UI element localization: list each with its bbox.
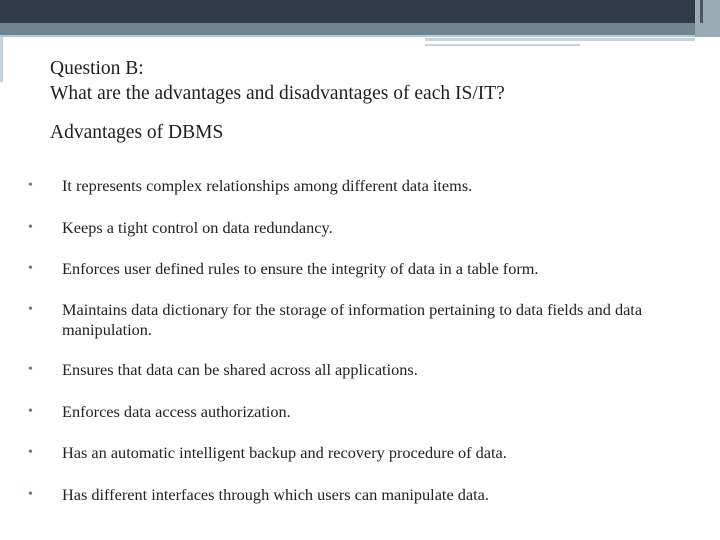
bullet-icon: • (28, 362, 33, 377)
list-item-text: Ensures that data can be shared across all applications. (62, 360, 418, 379)
bullet-icon: • (28, 404, 33, 419)
bullet-icon: • (28, 261, 33, 276)
decorative-line-short (425, 44, 580, 46)
bullet-icon: • (28, 445, 33, 460)
question-label: Question B: (50, 58, 144, 79)
header-bar (0, 0, 720, 23)
bullet-icon: • (28, 178, 33, 193)
bullet-icon: • (28, 220, 33, 235)
list-item-text: Keeps a tight control on data redundancy. (62, 218, 333, 237)
bullet-icon: • (28, 302, 33, 317)
header-stripe (0, 23, 720, 35)
header-corner-block (695, 0, 720, 37)
list-item-text: It represents complex relationships among different data items. (62, 176, 473, 195)
list-item-text: Enforces data access authorization. (62, 402, 291, 421)
header-corner-divider (700, 0, 703, 23)
list-item-text: Enforces user defined rules to ensure the integrity of data in a table form. (62, 259, 539, 278)
left-accent-bar (0, 37, 3, 82)
header-stripe-light (0, 35, 720, 37)
bullet-icon: • (28, 487, 33, 502)
list-item-text: Has different interfaces through which users can manipulate data. (62, 485, 489, 504)
list-item-text: Has an automatic intelligent backup and recovery procedure of data. (62, 443, 507, 462)
question-text: What are the advantages and disadvantages of each IS/IT? (50, 83, 505, 104)
decorative-line (425, 38, 695, 41)
section-heading: Advantages of DBMS (50, 122, 224, 143)
list-item-text: Maintains data dictionary for the storage of information pertaining to data fields and data manipulation. (62, 300, 643, 339)
slide-title (50, 56, 690, 106)
